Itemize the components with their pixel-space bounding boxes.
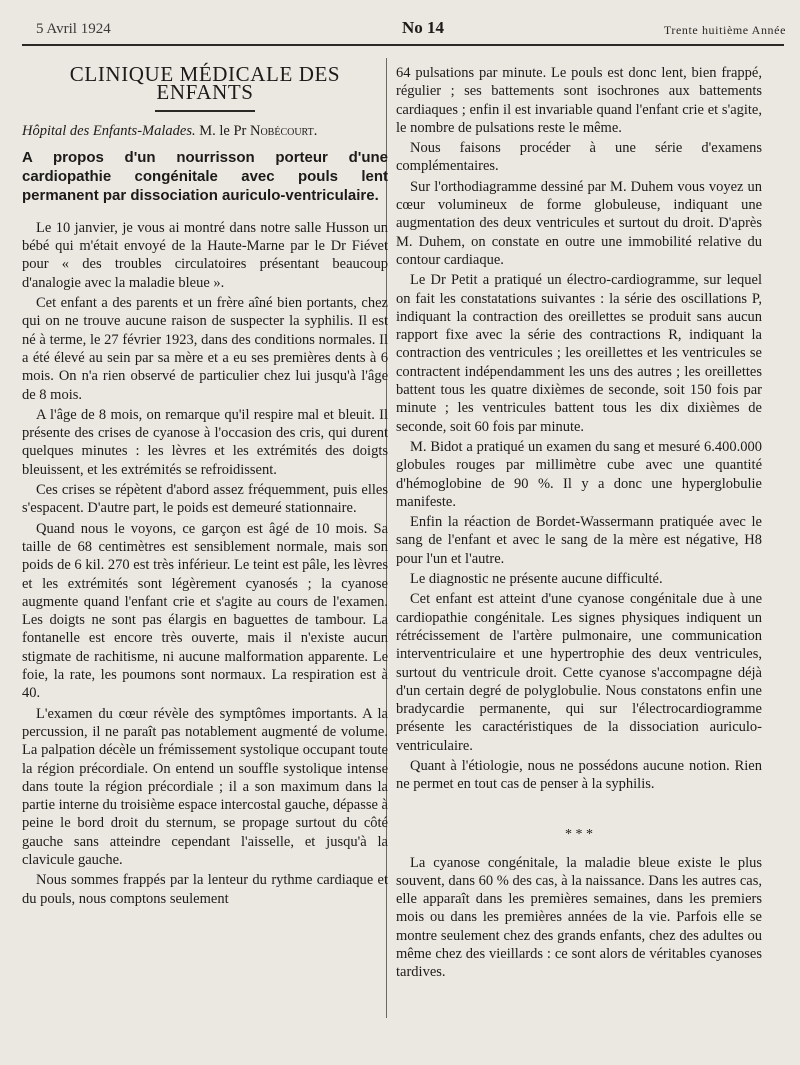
paragraph: Le 10 janvier, je vous ai montré dans notre salle Husson un bébé qui m'était envoyé de la Haute-Marne par le Dr Fiévet pour « des troubles circulatoires présentant beaucoup d'analogie avec la maladie bleue ». [22, 219, 388, 291]
section-title: CLINIQUE MÉDICALE DES ENFANTS [69, 62, 341, 105]
title-rule [155, 110, 255, 112]
paragraph: Enfin la réaction de Bordet-Wassermann pratiquée avec le sang de l'enfant et avec le sang de la mère est négative, H8 pour l'un et l'autre. [396, 514, 762, 567]
paragraph: Quant à l'étiologie, nous ne possédons aucune notion. Rien ne permet en tout cas de penser à la syphilis. [396, 757, 762, 793]
paragraph: Ces crises se répètent d'abord assez fréquemment, puis elles s'espacent. D'autre part, le poids est demeuré stationnaire. [22, 482, 388, 517]
hospital-rest: M. le Pr [195, 122, 250, 139]
paragraph: La cyanose congénitale, la maladie bleue existe le plus souvent, dans 60 % des cas, à la naissance. Dans les autres cas, elle apparaît dans les premières semaines, dans les premiers mois ou dans les premières années de la vie. Parfois elle se montre seulement chez des grands enfants, chez des adultes ou même chez des vieillards : ce sont alors de véritables cyanoses tardives. [396, 854, 762, 981]
paragraph: Le diagnostic ne présente aucune difficulté. [410, 571, 663, 588]
paragraph: M. Bidot a pratiqué un examen du sang et mesuré 6.400.000 globules rouges par millimètre cube avec une quantité d'hémoglobine de 90 %. Il y a donc une hyperglobulie manifeste. [396, 438, 762, 510]
article-title: A propos d'un nourrisson porteur d'une cardiopathie congénitale avec pouls lent permanent par dissociation auriculo-ventriculaire. [22, 148, 388, 204]
paragraph: Nous sommes frappés par la lenteur du rythme cardiaque et du pouls, nous comptons seulement [22, 872, 388, 907]
paragraph: Quand nous le voyons, ce garçon est âgé de 10 mois. Sa taille de 68 centimètres est sensiblement normale, mais son poids de 6 kil. 270 est très inférieur. Le teint est pâle, les lèvres et les extrémités sont légèrement cyanosés ; la cyanose augmente quand l'enfant crie et s'agite au cours de l'examen. Les doigts ne sont pas élargis en baguettes de tambour. La fontanelle est encore très ouverte, mais il n'existe aucun stigmate de rachitisme, ni aucune malformation apparente. Le foie, la rate, les poumons sont normaux. La respiration est à 40. [22, 520, 388, 702]
paragraph: A l'âge de 8 mois, on remarque qu'il respire mal et bleuit. Il présente des crises de cyanose à l'occasion des cris, qui durent quelques minutes : les lèvres et les extrémités des doigts bleuissent, et les extrémités se refroidissent. [22, 406, 388, 478]
issue-date: 5 Avril 1924 [36, 21, 111, 37]
hospital-line [22, 122, 388, 140]
paragraph: 64 pulsations par minute. Le pouls est donc lent, bien frappé, régulier ; ses battements sont isochrones aux battements cardiaques ; enfin il est invariable quand l'enfant crie et s'agite, le nombre de pulsations reste le même. [396, 65, 762, 136]
issue-number: No 14 [402, 18, 445, 37]
volume-year: Trente huitième Année [663, 23, 786, 37]
paragraph: Cet enfant est atteint d'une cyanose congénitale due à une cardiopathie congénitale. Les signes physiques indiquent un rétrécissement de l'artère pulmonaire, une communication interventriculaire et une hypertrophie des deux ventricules, surtout du ventricule droit. Cette cyanose s'accompagne déjà d'un certain degré de polyglobulie. Nous constatons enfin une bradycardie permanente, qui sur l'électrocardiogramme présente les caractéristiques de la dissociation auriculo-ventriculaire. [396, 591, 762, 754]
paragraph: Le Dr Petit a pratiqué un électro-cardiogramme, sur lequel on fait les constatations suivantes : la série des oscillations P, indiquant la contraction des oreillettes se produit sans aucun rapport fixe avec la série des contractions R, indiquant la contraction des ventricules ; les oreillettes et les ventricules se contractent indépendamment les uns des autres ; les oreillettes battent tous les quatre dixièmes de seconde, soit 150 fois par minute ; les ventricules battent tous les dix dixièmes de seconde, soit 60 fois par minute. [396, 272, 762, 435]
hospital-name: Hôpital des Enfants-Malades. [22, 122, 196, 139]
paragraph: Cet enfant a des parents et un frère aîné bien portants, chez qui on ne trouve aucune raison de suspecter la syphilis. Il est né à terme, le 27 février 1923, dans des conditions normales. Il a été élevé au sein par sa mère et a eu ses premières dents à 6 mois. On n'a rien observé de particulier chez lui jusqu'à l'âge de 8 mois. [22, 295, 388, 403]
paragraph: Nous faisons procéder à une série d'examens complémentaires. [396, 140, 762, 175]
left-column [22, 60, 388, 910]
paragraph: L'examen du cœur révèle des symptômes importants. A la percussion, il ne paraît pas notablement augmenté de volume. La palpation décèle un frémissement systolique occupant toute la région précordiale. On entend un souffle systolique intense dans toute la région précordiale ; il a son maximum dans la partie interne du troisième espace intercostal gauche, dépasse à peine le bord droit du sternum, se propage surtout du côté gauche sans atteindre cependant l'aisselle, et jusqu'à la clavicule gauche. [22, 705, 388, 868]
header-rule [22, 44, 784, 46]
professor-name: Nobécourt. [249, 122, 318, 139]
paragraph: Sur l'orthodiagramme dessiné par M. Duhem vous voyez un cœur volumineux de forme globuleuse, indiquant une augmentation des deux ventricules et surtout du droit. D'après M. Duhem, on constate en outre une immobilité relative du contour cardiaque. [396, 178, 762, 268]
section-separator: * * * [565, 826, 593, 842]
right-column [396, 64, 762, 984]
page-header [22, 18, 786, 46]
